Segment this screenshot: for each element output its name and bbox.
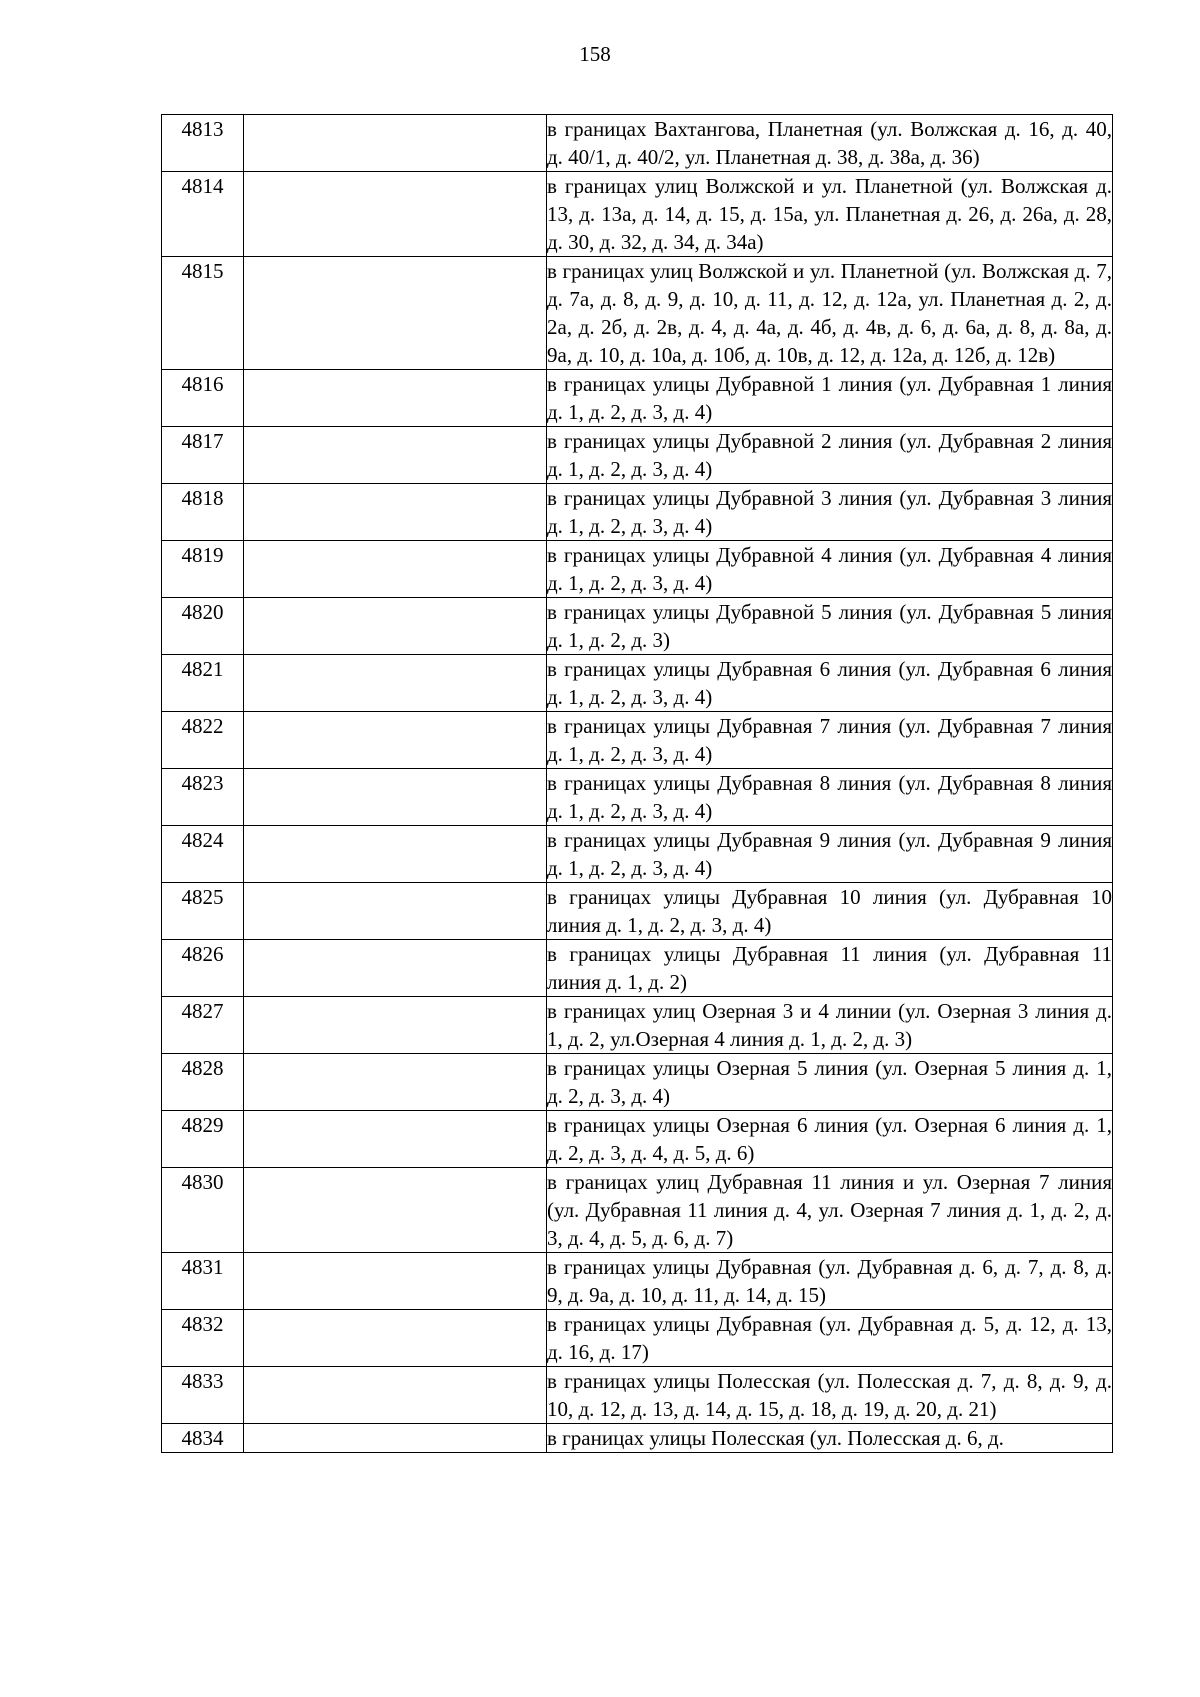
district-boundaries-cell <box>547 826 1113 883</box>
district-boundaries-cell <box>547 655 1113 712</box>
table-row <box>162 1054 1113 1111</box>
district-number: 4822 <box>162 712 244 769</box>
table-row <box>162 541 1113 598</box>
table-row <box>162 115 1113 172</box>
district-number: 4819 <box>162 541 244 598</box>
district-boundaries: в границах улицы Дубравная 6 линия (ул. Дубравная 6 линия д. 1, д. 2, д. 3, д. 4) <box>547 657 1112 709</box>
district-boundaries-cell <box>547 1054 1113 1111</box>
district-boundaries-cell <box>547 1367 1113 1424</box>
empty-cell <box>244 1168 547 1253</box>
table-row <box>162 257 1113 370</box>
district-boundaries: в границах улицы Дубравная 9 линия (ул. Дубравная 9 линия д. 1, д. 2, д. 3, д. 4) <box>547 828 1112 880</box>
empty-cell <box>244 1310 547 1367</box>
district-number: 4829 <box>162 1111 244 1168</box>
district-number: 4832 <box>162 1310 244 1367</box>
district-number: 4826 <box>162 940 244 997</box>
empty-cell <box>244 940 547 997</box>
empty-cell <box>244 541 547 598</box>
district-number: 4820 <box>162 598 244 655</box>
empty-cell <box>244 598 547 655</box>
district-boundaries-cell <box>547 712 1113 769</box>
district-boundaries: в границах улицы Озерная 5 линия (ул. Озерная 5 линия д. 1, д. 2, д. 3, д. 4) <box>547 1056 1112 1108</box>
district-boundaries: в границах улицы Дубравной 3 линия (ул. Дубравная 3 линия д. 1, д. 2, д. 3, д. 4) <box>547 486 1112 538</box>
district-number: 4831 <box>162 1253 244 1310</box>
district-number: 4827 <box>162 997 244 1054</box>
district-number: 4815 <box>162 257 244 370</box>
district-number: 4833 <box>162 1367 244 1424</box>
empty-cell <box>244 1111 547 1168</box>
district-number: 4814 <box>162 172 244 257</box>
district-boundaries-cell <box>547 541 1113 598</box>
district-boundaries: в границах улицы Полесская (ул. Полесская д. 7, д. 8, д. 9, д. 10, д. 12, д. 13, д. 14, д. 15, д. 18, д. 19, д. 20, д. 21) <box>547 1369 1112 1421</box>
district-boundaries-cell <box>547 1310 1113 1367</box>
table-body <box>162 115 1113 1453</box>
district-boundaries-cell <box>547 427 1113 484</box>
empty-cell <box>244 1253 547 1310</box>
district-boundaries: в границах улиц Озерная 3 и 4 линии (ул. Озерная 3 линия д. 1, д. 2, ул.Озерная 4 линия д. 1, д. 2, д. 3) <box>547 999 1112 1051</box>
table-row <box>162 826 1113 883</box>
empty-cell <box>244 712 547 769</box>
table-row <box>162 712 1113 769</box>
table-row <box>162 427 1113 484</box>
district-boundaries: в границах улицы Дубравная (ул. Дубравная д. 5, д. 12, д. 13, д. 16, д. 17) <box>547 1312 1112 1364</box>
table-row <box>162 1310 1113 1367</box>
empty-cell <box>244 172 547 257</box>
district-boundaries: в границах Вахтангова, Планетная (ул. Волжская д. 16, д. 40, д. 40/1, д. 40/2, ул. Планетная д. 38, д. 38а, д. 36) <box>547 117 1112 169</box>
empty-cell <box>244 484 547 541</box>
table-row <box>162 940 1113 997</box>
district-boundaries: в границах улиц Волжской и ул. Планетной (ул. Волжская д. 13, д. 13а, д. 14, д. 15, д. 15а, ул. Планетная д. 26, д. 26а, д. 28, д. 30, д. 32, д. 34, д. 34а) <box>547 174 1112 254</box>
district-boundaries: в границах улицы Дубравная (ул. Дубравная д. 6, д. 7, д. 8, д. 9, д. 9а, д. 10, д. 11, д. 14, д. 15) <box>547 1255 1112 1307</box>
empty-cell <box>244 1424 547 1453</box>
table-row <box>162 655 1113 712</box>
district-boundaries-cell <box>547 940 1113 997</box>
table-row <box>162 1111 1113 1168</box>
district-number: 4828 <box>162 1054 244 1111</box>
district-boundaries-cell <box>547 1424 1113 1453</box>
district-number: 4834 <box>162 1424 244 1453</box>
district-number: 4818 <box>162 484 244 541</box>
table-row <box>162 769 1113 826</box>
table-row <box>162 1168 1113 1253</box>
district-number: 4823 <box>162 769 244 826</box>
empty-cell <box>244 115 547 172</box>
table-row <box>162 1253 1113 1310</box>
district-boundaries-cell <box>547 1253 1113 1310</box>
district-boundaries-cell <box>547 1111 1113 1168</box>
table-row <box>162 172 1113 257</box>
district-boundaries-cell <box>547 172 1113 257</box>
table-row <box>162 484 1113 541</box>
district-boundaries-cell <box>547 997 1113 1054</box>
district-boundaries: в границах улицы Дубравной 1 линия (ул. Дубравная 1 линия д. 1, д. 2, д. 3, д. 4) <box>547 372 1112 424</box>
table-row <box>162 1424 1113 1453</box>
empty-cell <box>244 1054 547 1111</box>
district-boundaries: в границах улицы Полесская (ул. Полесская д. 6, д. <box>547 1426 1004 1450</box>
district-boundaries-cell <box>547 484 1113 541</box>
district-number: 4825 <box>162 883 244 940</box>
district-boundaries: в границах улиц Дубравная 11 линия и ул. Озерная 7 линия (ул. Дубравная 11 линия д. 4, ул. Озерная 7 линия д. 1, д. 2, д. 3, д. 4, д. 5, д. 6, д. 7) <box>547 1170 1112 1250</box>
district-boundaries: в границах улицы Озерная 6 линия (ул. Озерная 6 линия д. 1, д. 2, д. 3, д. 4, д. 5, д. 6) <box>547 1113 1112 1165</box>
empty-cell <box>244 769 547 826</box>
district-boundaries: в границах улицы Дубравной 4 линия (ул. Дубравная 4 линия д. 1, д. 2, д. 3, д. 4) <box>547 543 1112 595</box>
district-number: 4813 <box>162 115 244 172</box>
district-boundaries: в границах улицы Дубравная 8 линия (ул. Дубравная 8 линия д. 1, д. 2, д. 3, д. 4) <box>547 771 1112 823</box>
page-number: 158 <box>579 42 611 66</box>
district-boundaries: в границах улиц Волжской и ул. Планетной (ул. Волжская д. 7, д. 7а, д. 8, д. 9, д. 10, д. 11, д. 12, д. 12а, ул. Планетная д. 2, д. 2а, д. 2б, д. 2в, д. 4, д. 4а, д. 4б, д. 4в, д. 6, д. 6а, д. 8, д. 8а, д. 9а, д. 10, д. 10а, д. 10б, д. 10в, д. 12, д. 12а, д. 12б, д. 12в) <box>547 259 1112 367</box>
empty-cell <box>244 427 547 484</box>
table-row <box>162 598 1113 655</box>
empty-cell <box>244 883 547 940</box>
table-row <box>162 883 1113 940</box>
district-boundaries-cell <box>547 115 1113 172</box>
district-boundaries-cell <box>547 257 1113 370</box>
district-boundaries-cell <box>547 883 1113 940</box>
table-row <box>162 370 1113 427</box>
table-row <box>162 1367 1113 1424</box>
district-number: 4821 <box>162 655 244 712</box>
district-boundaries: в границах улицы Дубравная 11 линия (ул. Дубравная 11 линия д. 1, д. 2) <box>547 942 1112 994</box>
empty-cell <box>244 826 547 883</box>
empty-cell <box>244 257 547 370</box>
district-boundaries-cell <box>547 598 1113 655</box>
district-number: 4830 <box>162 1168 244 1253</box>
district-boundaries-cell <box>547 1168 1113 1253</box>
empty-cell <box>244 655 547 712</box>
empty-cell <box>244 1367 547 1424</box>
empty-cell <box>244 370 547 427</box>
district-boundaries: в границах улицы Дубравная 7 линия (ул. Дубравная 7 линия д. 1, д. 2, д. 3, д. 4) <box>547 714 1112 766</box>
district-boundaries: в границах улицы Дубравная 10 линия (ул. Дубравная 10 линия д. 1, д. 2, д. 3, д. 4) <box>547 885 1112 937</box>
district-number: 4824 <box>162 826 244 883</box>
district-boundaries: в границах улицы Дубравной 2 линия (ул. Дубравная 2 линия д. 1, д. 2, д. 3, д. 4) <box>547 429 1112 481</box>
empty-cell <box>244 997 547 1054</box>
district-boundaries: в границах улицы Дубравной 5 линия (ул. Дубравная 5 линия д. 1, д. 2, д. 3) <box>547 600 1112 652</box>
district-number: 4817 <box>162 427 244 484</box>
table-row <box>162 997 1113 1054</box>
district-number: 4816 <box>162 370 244 427</box>
district-boundaries-cell <box>547 370 1113 427</box>
polling-districts-table <box>161 114 1113 1453</box>
district-boundaries-cell <box>547 769 1113 826</box>
